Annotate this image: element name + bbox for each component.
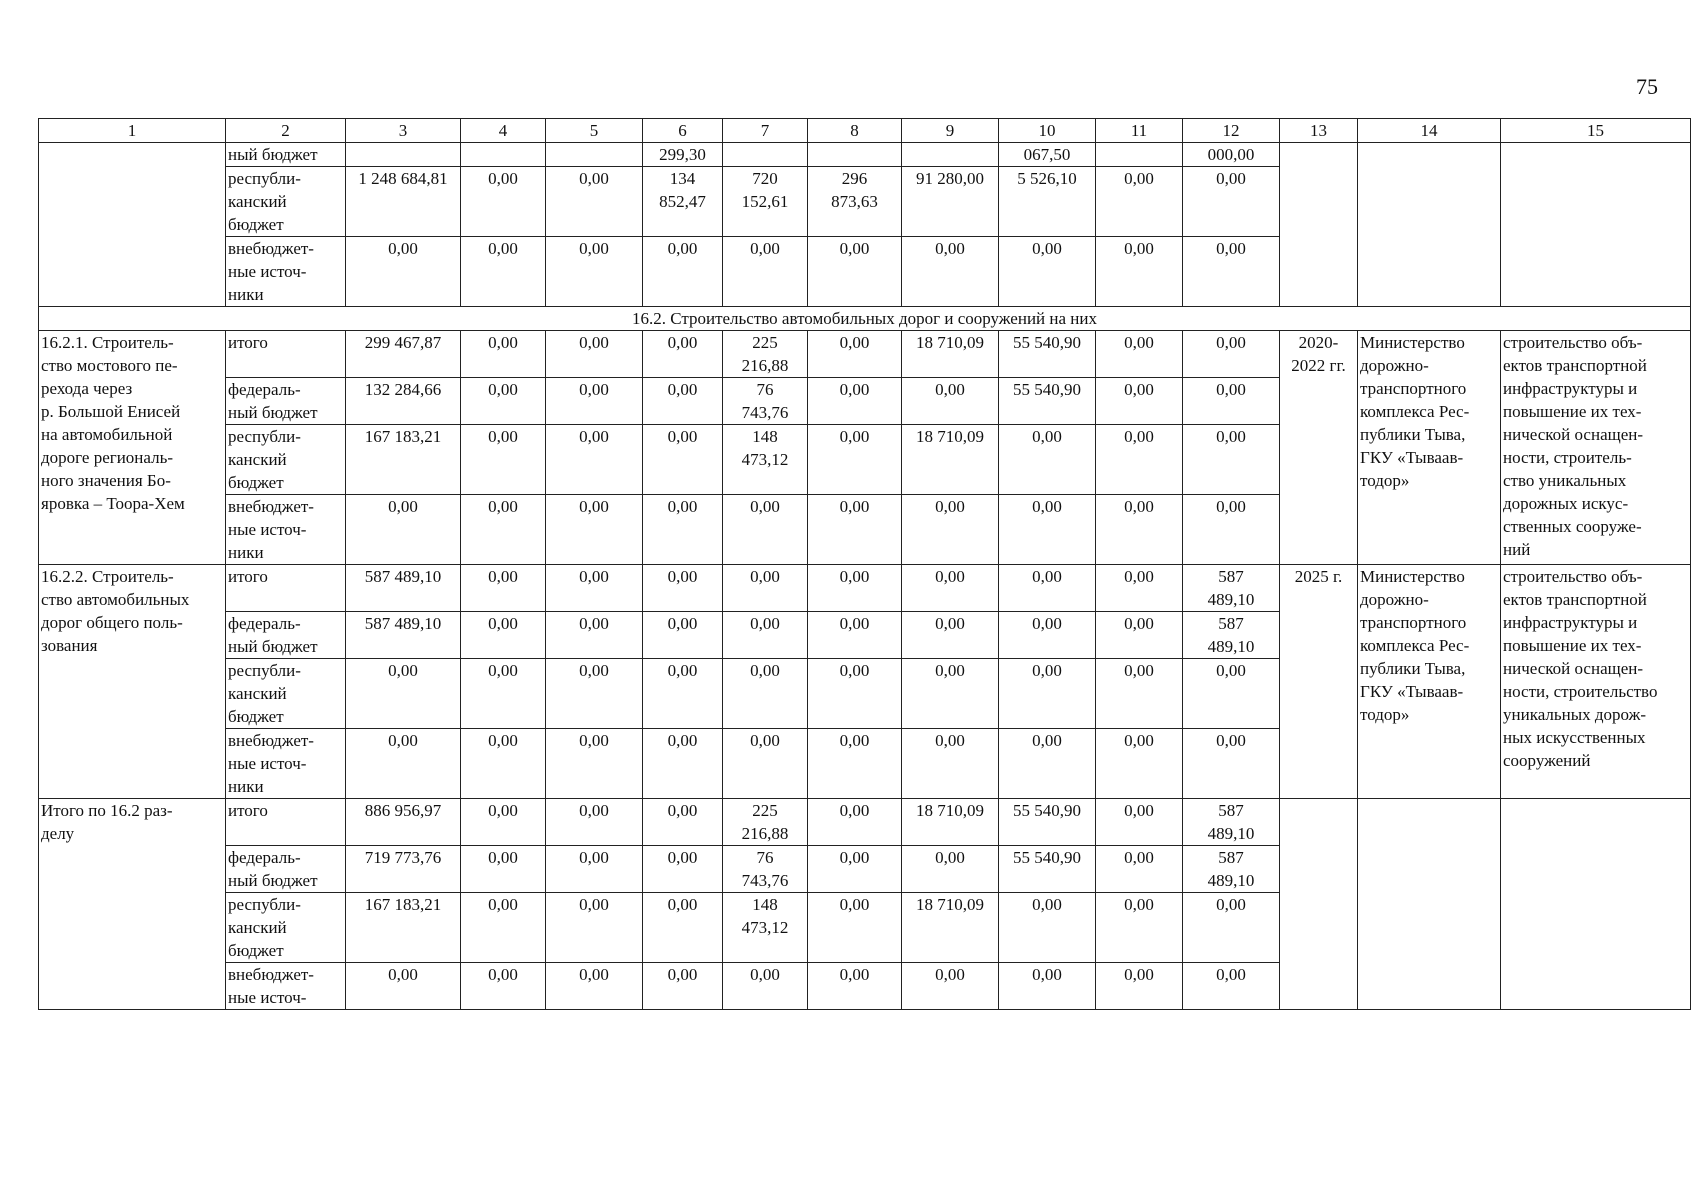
- value-cell: 0,00: [723, 495, 808, 565]
- value-cell: 0,00: [461, 963, 546, 1010]
- value-cell: 0,00: [461, 565, 546, 612]
- value-cell: 0,00: [1096, 378, 1183, 425]
- value-cell: 132 284,66: [346, 378, 461, 425]
- period-cell: [1280, 143, 1358, 307]
- funding-source-cell: внебюджет- ные источ- ники: [226, 237, 346, 307]
- period-cell: [1280, 799, 1358, 1010]
- funding-source-cell: внебюджет- ные источ- ники: [226, 729, 346, 799]
- value-cell: 0,00: [999, 237, 1096, 307]
- value-cell: 0,00: [643, 799, 723, 846]
- value-cell: 0,00: [902, 659, 999, 729]
- event-name-cell: 16.2.2. Строитель- ство автомобильных дорог общего поль- зования: [39, 565, 226, 799]
- funding-source-cell: внебюджет- ные источ- ники: [226, 495, 346, 565]
- header-row: [39, 119, 1691, 143]
- value-cell: 0,00: [643, 963, 723, 1010]
- value-cell: 0,00: [1096, 963, 1183, 1010]
- table-row: [39, 565, 1691, 612]
- value-cell: 0,00: [808, 565, 902, 612]
- column-header: 15: [1501, 119, 1691, 143]
- value-cell: 886 956,97: [346, 799, 461, 846]
- value-cell: 0,00: [461, 729, 546, 799]
- table-row: [39, 143, 1691, 167]
- value-cell: 720 152,61: [723, 167, 808, 237]
- value-cell: 55 540,90: [999, 331, 1096, 378]
- value-cell: 0,00: [999, 425, 1096, 495]
- value-cell: 0,00: [1096, 659, 1183, 729]
- value-cell: 0,00: [1096, 331, 1183, 378]
- event-name-cell: Итого по 16.2 раз- делу: [39, 799, 226, 1010]
- column-header: 12: [1183, 119, 1280, 143]
- value-cell: 148 473,12: [723, 425, 808, 495]
- value-cell: 0,00: [546, 237, 643, 307]
- executor-cell: Министерство дорожно- транспортного комплекса Рес- публики Тыва, ГКУ «Тываав- тодор»: [1358, 565, 1501, 799]
- value-cell: 587 489,10: [1183, 565, 1280, 612]
- value-cell: 0,00: [346, 729, 461, 799]
- value-cell: 0,00: [808, 378, 902, 425]
- value-cell: 134 852,47: [643, 167, 723, 237]
- value-cell: 587 489,10: [1183, 846, 1280, 893]
- value-cell: 0,00: [999, 565, 1096, 612]
- table-row: [39, 331, 1691, 378]
- value-cell: 0,00: [999, 612, 1096, 659]
- value-cell: 0,00: [1096, 612, 1183, 659]
- value-cell: 0,00: [546, 331, 643, 378]
- value-cell: 76 743,76: [723, 846, 808, 893]
- value-cell: [346, 143, 461, 167]
- value-cell: 0,00: [999, 659, 1096, 729]
- value-cell: 0,00: [808, 659, 902, 729]
- column-header: 1: [39, 119, 226, 143]
- value-cell: 0,00: [1183, 378, 1280, 425]
- value-cell: 0,00: [999, 729, 1096, 799]
- value-cell: 0,00: [902, 612, 999, 659]
- value-cell: 0,00: [643, 331, 723, 378]
- value-cell: 0,00: [1096, 893, 1183, 963]
- value-cell: 0,00: [346, 495, 461, 565]
- column-header: 4: [461, 119, 546, 143]
- value-cell: 0,00: [346, 237, 461, 307]
- value-cell: 0,00: [546, 659, 643, 729]
- value-cell: 0,00: [1096, 846, 1183, 893]
- value-cell: 0,00: [346, 659, 461, 729]
- value-cell: 0,00: [808, 495, 902, 565]
- value-cell: 0,00: [902, 565, 999, 612]
- period-cell: 2020- 2022 гг.: [1280, 331, 1358, 565]
- value-cell: [461, 143, 546, 167]
- value-cell: 225 216,88: [723, 799, 808, 846]
- value-cell: 0,00: [461, 495, 546, 565]
- value-cell: 91 280,00: [902, 167, 999, 237]
- value-cell: 067,50: [999, 143, 1096, 167]
- funding-source-cell: итого: [226, 799, 346, 846]
- value-cell: 1 248 684,81: [346, 167, 461, 237]
- value-cell: 0,00: [546, 565, 643, 612]
- value-cell: 0,00: [1096, 729, 1183, 799]
- value-cell: 0,00: [1096, 167, 1183, 237]
- column-header: 13: [1280, 119, 1358, 143]
- funding-source-cell: республи- канский бюджет: [226, 167, 346, 237]
- value-cell: 587 489,10: [346, 565, 461, 612]
- funding-source-cell: ный бюджет: [226, 143, 346, 167]
- value-cell: 55 540,90: [999, 846, 1096, 893]
- value-cell: 0,00: [902, 378, 999, 425]
- executor-cell: [1358, 143, 1501, 307]
- value-cell: 0,00: [808, 425, 902, 495]
- event-name-cell: 16.2.1. Строитель- ство мостового пе- рехода через р. Большой Енисей на автомобильной дороге региональ- ного значения Бо- яровка – Тоора-Хем: [39, 331, 226, 565]
- value-cell: 0,00: [461, 331, 546, 378]
- value-cell: 000,00: [1183, 143, 1280, 167]
- column-header: 6: [643, 119, 723, 143]
- value-cell: 0,00: [808, 799, 902, 846]
- value-cell: 0,00: [643, 729, 723, 799]
- value-cell: 0,00: [1183, 659, 1280, 729]
- value-cell: 0,00: [346, 963, 461, 1010]
- funding-source-cell: республи- канский бюджет: [226, 425, 346, 495]
- value-cell: 0,00: [643, 659, 723, 729]
- funding-source-cell: внебюджет- ные источ-: [226, 963, 346, 1010]
- value-cell: 0,00: [546, 167, 643, 237]
- value-cell: 0,00: [461, 799, 546, 846]
- value-cell: [1096, 143, 1183, 167]
- value-cell: 0,00: [546, 612, 643, 659]
- section-title: 16.2. Строительство автомобильных дорог и сооружений на них: [39, 307, 1691, 331]
- value-cell: 225 216,88: [723, 331, 808, 378]
- value-cell: 0,00: [461, 893, 546, 963]
- value-cell: 18 710,09: [902, 425, 999, 495]
- value-cell: 55 540,90: [999, 378, 1096, 425]
- value-cell: [546, 143, 643, 167]
- value-cell: 0,00: [902, 963, 999, 1010]
- value-cell: 0,00: [461, 659, 546, 729]
- value-cell: 0,00: [723, 963, 808, 1010]
- value-cell: 0,00: [902, 237, 999, 307]
- value-cell: 0,00: [643, 378, 723, 425]
- value-cell: 0,00: [808, 846, 902, 893]
- value-cell: 0,00: [546, 495, 643, 565]
- value-cell: 299,30: [643, 143, 723, 167]
- value-cell: 0,00: [546, 729, 643, 799]
- value-cell: 0,00: [643, 846, 723, 893]
- value-cell: 0,00: [643, 425, 723, 495]
- result-cell: [1501, 143, 1691, 307]
- value-cell: 0,00: [461, 167, 546, 237]
- value-cell: 0,00: [643, 495, 723, 565]
- value-cell: 148 473,12: [723, 893, 808, 963]
- value-cell: 0,00: [1096, 799, 1183, 846]
- column-header: 2: [226, 119, 346, 143]
- value-cell: 0,00: [1183, 729, 1280, 799]
- value-cell: 0,00: [1096, 565, 1183, 612]
- period-cell: 2025 г.: [1280, 565, 1358, 799]
- value-cell: 0,00: [461, 612, 546, 659]
- value-cell: [723, 143, 808, 167]
- value-cell: 0,00: [1183, 963, 1280, 1010]
- value-cell: 0,00: [546, 893, 643, 963]
- value-cell: 0,00: [461, 378, 546, 425]
- value-cell: 587 489,10: [1183, 612, 1280, 659]
- value-cell: 0,00: [723, 612, 808, 659]
- value-cell: 0,00: [546, 378, 643, 425]
- executor-cell: Министерство дорожно- транспортного комплекса Рес- публики Тыва, ГКУ «Тываав- тодор»: [1358, 331, 1501, 565]
- value-cell: 0,00: [1183, 331, 1280, 378]
- column-header: 5: [546, 119, 643, 143]
- value-cell: 299 467,87: [346, 331, 461, 378]
- executor-cell: [1358, 799, 1501, 1010]
- result-cell: строительство объ- ектов транспортной инфраструктуры и повышение их тех- нической оснащен- ности, строительство уникальных дорож- ных искусственных сооружений: [1501, 565, 1691, 799]
- value-cell: 719 773,76: [346, 846, 461, 893]
- page-number: 75: [1636, 74, 1658, 99]
- value-cell: 0,00: [1096, 495, 1183, 565]
- name-cell: [39, 143, 226, 307]
- value-cell: 587 489,10: [346, 612, 461, 659]
- table-row: [39, 799, 1691, 846]
- value-cell: 0,00: [808, 963, 902, 1010]
- value-cell: 0,00: [546, 425, 643, 495]
- funding-source-cell: итого: [226, 565, 346, 612]
- value-cell: 0,00: [808, 237, 902, 307]
- value-cell: 0,00: [643, 565, 723, 612]
- funding-source-cell: федераль- ный бюджет: [226, 378, 346, 425]
- value-cell: 76 743,76: [723, 378, 808, 425]
- column-header: 7: [723, 119, 808, 143]
- value-cell: 0,00: [643, 612, 723, 659]
- value-cell: 0,00: [1183, 893, 1280, 963]
- value-cell: 0,00: [546, 963, 643, 1010]
- value-cell: 0,00: [643, 237, 723, 307]
- value-cell: 0,00: [999, 495, 1096, 565]
- value-cell: 0,00: [643, 893, 723, 963]
- column-header: 3: [346, 119, 461, 143]
- table-body: [39, 119, 1691, 1010]
- value-cell: 0,00: [461, 425, 546, 495]
- funding-source-cell: федераль- ный бюджет: [226, 612, 346, 659]
- column-header: 10: [999, 119, 1096, 143]
- value-cell: 18 710,09: [902, 893, 999, 963]
- value-cell: 0,00: [723, 659, 808, 729]
- value-cell: 0,00: [723, 729, 808, 799]
- value-cell: 0,00: [999, 893, 1096, 963]
- value-cell: 0,00: [546, 846, 643, 893]
- column-header: 14: [1358, 119, 1501, 143]
- value-cell: 0,00: [1183, 495, 1280, 565]
- value-cell: 0,00: [1183, 237, 1280, 307]
- value-cell: 0,00: [808, 729, 902, 799]
- section-row: [39, 307, 1691, 331]
- budget-table: [38, 118, 1691, 1010]
- value-cell: 0,00: [808, 893, 902, 963]
- value-cell: 55 540,90: [999, 799, 1096, 846]
- value-cell: 18 710,09: [902, 331, 999, 378]
- result-cell: строительство объ- ектов транспортной инфраструктуры и повышение их тех- нической оснащен- ности, строитель- ство уникальных дорожных искус- ственных сооруже- ний: [1501, 331, 1691, 565]
- value-cell: 0,00: [461, 237, 546, 307]
- value-cell: 0,00: [723, 565, 808, 612]
- funding-source-cell: федераль- ный бюджет: [226, 846, 346, 893]
- funding-source-cell: республи- канский бюджет: [226, 893, 346, 963]
- value-cell: 0,00: [546, 799, 643, 846]
- value-cell: 0,00: [1096, 237, 1183, 307]
- funding-source-cell: республи- канский бюджет: [226, 659, 346, 729]
- value-cell: 18 710,09: [902, 799, 999, 846]
- value-cell: 167 183,21: [346, 425, 461, 495]
- value-cell: 0,00: [999, 963, 1096, 1010]
- result-cell: [1501, 799, 1691, 1010]
- funding-source-cell: итого: [226, 331, 346, 378]
- value-cell: 0,00: [902, 729, 999, 799]
- value-cell: 0,00: [902, 495, 999, 565]
- column-header: 11: [1096, 119, 1183, 143]
- column-header: 9: [902, 119, 999, 143]
- value-cell: [902, 143, 999, 167]
- value-cell: 0,00: [1183, 425, 1280, 495]
- value-cell: 0,00: [808, 331, 902, 378]
- value-cell: 167 183,21: [346, 893, 461, 963]
- value-cell: 5 526,10: [999, 167, 1096, 237]
- value-cell: 0,00: [902, 846, 999, 893]
- value-cell: [808, 143, 902, 167]
- value-cell: 0,00: [1096, 425, 1183, 495]
- column-header: 8: [808, 119, 902, 143]
- value-cell: 0,00: [808, 612, 902, 659]
- value-cell: 0,00: [723, 237, 808, 307]
- value-cell: 0,00: [461, 846, 546, 893]
- value-cell: 296 873,63: [808, 167, 902, 237]
- value-cell: 587 489,10: [1183, 799, 1280, 846]
- value-cell: 0,00: [1183, 167, 1280, 237]
